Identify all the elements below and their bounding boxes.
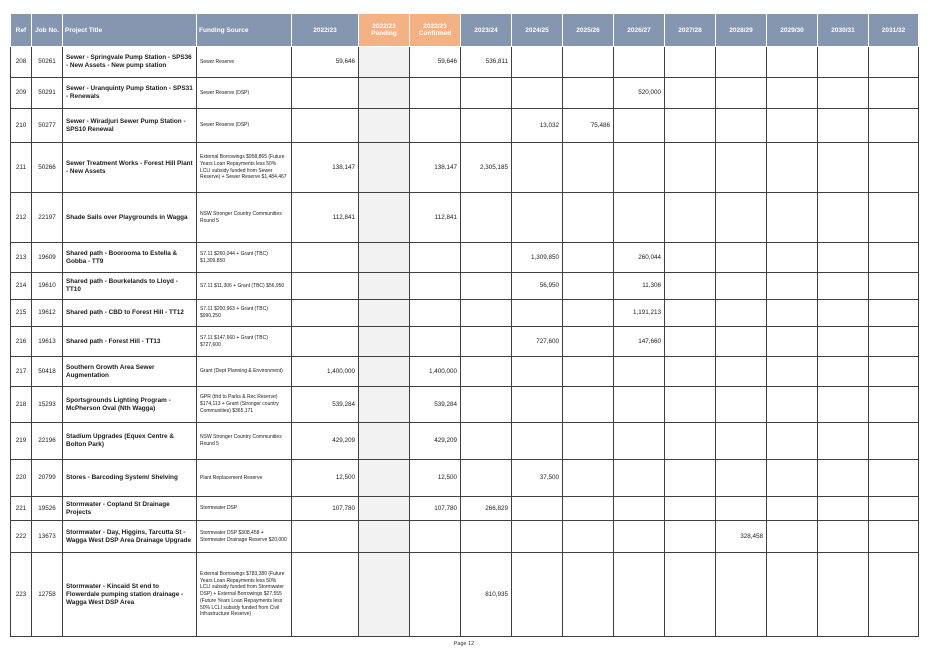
cell-amount [716, 78, 767, 109]
cell-funding-source: External Borrowings $783,380 (Future Years Loan Repayments less 50% LCLI subsidy funded from Stormwater DSP) + External Borrowings $27,555 (Future Years Loan Repayments less 50% LCLI subsidy funded from Civil Infrastructure Reserve) [197, 553, 292, 637]
cell-amount [563, 357, 614, 387]
cell-amount [767, 521, 818, 553]
cell-amount: 59,646 [410, 47, 461, 78]
cell-ref: 220 [11, 460, 32, 497]
cell-amount: 1,309,850 [512, 243, 563, 273]
cell-amount [359, 327, 410, 357]
cell-amount [359, 143, 410, 193]
cell-funding-source: Plant Replacement Reserve [197, 460, 292, 497]
cell-amount [818, 423, 869, 460]
cell-funding-source: External Borrowings $958,865 (Future Years Loan Repayments less 50% LCLI subsidy funded from Sewer Reserve) + Sewer Reserve $1,484,467 [197, 143, 292, 193]
cell-ref: 223 [11, 553, 32, 637]
column-header: 2022/23 [292, 14, 359, 47]
cell-amount [716, 109, 767, 143]
cell-amount [563, 273, 614, 300]
cell-ref: 211 [11, 143, 32, 193]
cell-amount [512, 423, 563, 460]
cell-amount [461, 423, 512, 460]
table-body [11, 47, 919, 637]
cell-amount [818, 357, 869, 387]
cell-amount [869, 193, 919, 243]
cell-amount [512, 143, 563, 193]
cell-amount [359, 553, 410, 637]
cell-amount: 112,841 [292, 193, 359, 243]
cell-amount [359, 357, 410, 387]
table-row [11, 553, 919, 637]
cell-amount [563, 423, 614, 460]
cell-amount [716, 423, 767, 460]
cell-amount [359, 273, 410, 300]
cell-amount [563, 47, 614, 78]
cell-amount [563, 243, 614, 273]
cell-amount [767, 357, 818, 387]
cell-amount: 75,486 [563, 109, 614, 143]
column-header: Project Title [63, 14, 197, 47]
cell-job-no: 20799 [32, 460, 63, 497]
cell-amount [614, 460, 665, 497]
cell-project-title: Stadium Upgrades (Equex Centre & Bolton Park) [63, 423, 197, 460]
cell-amount [716, 193, 767, 243]
cell-project-title: Shared path - Bourkelands to Lloyd - TT10 [63, 273, 197, 300]
cell-amount: 1,400,000 [292, 357, 359, 387]
cell-amount [614, 521, 665, 553]
cell-funding-source: Sewer Reserve (DSP) [197, 109, 292, 143]
column-header: 2031/32 [869, 14, 919, 47]
cell-amount [512, 78, 563, 109]
cell-amount: 536,811 [461, 47, 512, 78]
cell-amount [869, 553, 919, 637]
cell-amount [512, 387, 563, 423]
cell-job-no: 50261 [32, 47, 63, 78]
cell-amount [292, 243, 359, 273]
cell-amount: 266,829 [461, 497, 512, 521]
table-row [11, 423, 919, 460]
cell-amount [614, 357, 665, 387]
table-header [11, 14, 919, 47]
cell-ref: 213 [11, 243, 32, 273]
cell-amount [563, 327, 614, 357]
cell-project-title: Sewer - Springvale Pump Station - SPS36 - New Assets - New pump station [63, 47, 197, 78]
cell-amount: 11,306 [614, 273, 665, 300]
column-header: Job No. [32, 14, 63, 47]
cell-ref: 218 [11, 387, 32, 423]
cell-job-no: 19613 [32, 327, 63, 357]
cell-project-title: Stormwater - Kincaid St end to Flowerdale pumping station drainage - Wagga West DSP Area [63, 553, 197, 637]
cell-amount [461, 357, 512, 387]
cell-amount [563, 497, 614, 521]
cell-amount [563, 78, 614, 109]
cell-amount [614, 109, 665, 143]
cell-amount [614, 553, 665, 637]
cell-amount [665, 423, 716, 460]
cell-amount [767, 143, 818, 193]
cell-funding-source: Stormwater DSP $308,458 + Stormwater Drainage Reserve $20,000 [197, 521, 292, 553]
cell-amount [767, 327, 818, 357]
cell-amount: 107,780 [292, 497, 359, 521]
cell-amount [410, 243, 461, 273]
cell-ref: 212 [11, 193, 32, 243]
cell-amount [767, 243, 818, 273]
capital-works-table [10, 13, 919, 637]
cell-amount [292, 273, 359, 300]
cell-amount [716, 273, 767, 300]
cell-amount [359, 460, 410, 497]
cell-amount: 147,660 [614, 327, 665, 357]
cell-amount [359, 78, 410, 109]
cell-amount [716, 327, 767, 357]
cell-amount: 138,147 [410, 143, 461, 193]
cell-ref: 210 [11, 109, 32, 143]
cell-amount [359, 387, 410, 423]
cell-job-no: 15293 [32, 387, 63, 423]
cell-amount [292, 300, 359, 327]
cell-funding-source: S7.11 $260,044 + Grant (TBC) $1,309,850 [197, 243, 292, 273]
cell-funding-source: Sewer Reserve [197, 47, 292, 78]
cell-amount [410, 521, 461, 553]
cell-amount [869, 423, 919, 460]
cell-amount [665, 47, 716, 78]
cell-amount [818, 497, 869, 521]
cell-amount [818, 78, 869, 109]
cell-funding-source: S7.11 $200,963 + Grant (TBC) $990,250 [197, 300, 292, 327]
cell-amount [716, 460, 767, 497]
cell-funding-source: Grant (Dept Planning & Environment) [197, 357, 292, 387]
cell-amount [869, 460, 919, 497]
cell-amount: 539,284 [410, 387, 461, 423]
cell-project-title: Southern Growth Area Sewer Augmentation [63, 357, 197, 387]
cell-amount [461, 387, 512, 423]
column-header: 2029/30 [767, 14, 818, 47]
cell-amount: 539,284 [292, 387, 359, 423]
column-header: Ref [11, 14, 32, 47]
table-row [11, 300, 919, 327]
cell-amount [767, 47, 818, 78]
cell-amount [818, 109, 869, 143]
cell-amount [818, 460, 869, 497]
cell-amount [818, 193, 869, 243]
cell-amount [818, 553, 869, 637]
cell-amount [461, 243, 512, 273]
cell-amount [461, 460, 512, 497]
column-header: 2023/24 [461, 14, 512, 47]
table-row [11, 521, 919, 553]
cell-amount [359, 300, 410, 327]
table-row [11, 47, 919, 78]
cell-amount [410, 300, 461, 327]
cell-amount [767, 553, 818, 637]
cell-amount [869, 78, 919, 109]
cell-ref: 209 [11, 78, 32, 109]
cell-amount [461, 78, 512, 109]
cell-amount [614, 423, 665, 460]
table-row [11, 327, 919, 357]
cell-amount [767, 387, 818, 423]
cell-amount [512, 300, 563, 327]
cell-job-no: 50266 [32, 143, 63, 193]
table-row [11, 387, 919, 423]
column-header: Funding Source [197, 14, 292, 47]
cell-amount [869, 387, 919, 423]
cell-amount: 112,841 [410, 193, 461, 243]
cell-amount [869, 143, 919, 193]
cell-amount [716, 553, 767, 637]
cell-amount [410, 327, 461, 357]
cell-amount [869, 300, 919, 327]
cell-amount [512, 193, 563, 243]
cell-amount [818, 300, 869, 327]
cell-project-title: Stormwater - Copland St Drainage Projects [63, 497, 197, 521]
cell-funding-source: S7.11 $11,306 + Grant (TBC) $56,950 [197, 273, 292, 300]
cell-project-title: Shared path - CBD to Forest Hill - TT12 [63, 300, 197, 327]
table-row [11, 143, 919, 193]
cell-amount [716, 300, 767, 327]
cell-project-title: Shared path - Forest Hill - TT13 [63, 327, 197, 357]
cell-amount [410, 553, 461, 637]
cell-amount: 12,500 [292, 460, 359, 497]
cell-amount [716, 143, 767, 193]
cell-amount [410, 78, 461, 109]
cell-amount [292, 109, 359, 143]
cell-amount [716, 357, 767, 387]
cell-amount [665, 497, 716, 521]
cell-amount [461, 193, 512, 243]
cell-amount [665, 553, 716, 637]
cell-amount: 2,305,185 [461, 143, 512, 193]
cell-amount [359, 423, 410, 460]
cell-amount [869, 497, 919, 521]
cell-amount [292, 521, 359, 553]
cell-amount [461, 521, 512, 553]
cell-amount [767, 497, 818, 521]
cell-amount [292, 78, 359, 109]
cell-amount [614, 497, 665, 521]
cell-amount [767, 78, 818, 109]
capital-works-table-container [10, 13, 919, 637]
table-row [11, 497, 919, 521]
cell-amount [563, 143, 614, 193]
cell-amount [359, 47, 410, 78]
cell-project-title: Stores - Barcoding System/ Shelving [63, 460, 197, 497]
page-number: Page 12 [453, 641, 475, 647]
column-header: 2030/31 [818, 14, 869, 47]
cell-project-title: Sportsgrounds Lighting Program - McPherson Oval (Nth Wagga) [63, 387, 197, 423]
cell-ref: 222 [11, 521, 32, 553]
column-header: 2025/26 [563, 14, 614, 47]
cell-amount [767, 300, 818, 327]
cell-amount [359, 497, 410, 521]
cell-amount [461, 273, 512, 300]
cell-job-no: 19609 [32, 243, 63, 273]
cell-amount [716, 387, 767, 423]
cell-amount [818, 273, 869, 300]
table-row [11, 460, 919, 497]
cell-amount [818, 47, 869, 78]
table-row [11, 78, 919, 109]
cell-amount [410, 273, 461, 300]
cell-amount: 107,780 [410, 497, 461, 521]
cell-amount [512, 553, 563, 637]
cell-job-no: 50277 [32, 109, 63, 143]
cell-project-title: Sewer Treatment Works - Forest Hill Plant - New Assets [63, 143, 197, 193]
cell-amount [563, 387, 614, 423]
cell-amount [461, 109, 512, 143]
cell-job-no: 50291 [32, 78, 63, 109]
cell-job-no: 19612 [32, 300, 63, 327]
cell-funding-source: Sewer Reserve (DSP) [197, 78, 292, 109]
cell-amount: 1,191,213 [614, 300, 665, 327]
cell-ref: 214 [11, 273, 32, 300]
cell-amount [665, 300, 716, 327]
cell-amount [665, 78, 716, 109]
cell-amount [869, 47, 919, 78]
cell-ref: 221 [11, 497, 32, 521]
cell-job-no: 19526 [32, 497, 63, 521]
table-row [11, 193, 919, 243]
cell-amount: 56,950 [512, 273, 563, 300]
column-header: 2027/28 [665, 14, 716, 47]
cell-amount [818, 387, 869, 423]
cell-job-no: 19610 [32, 273, 63, 300]
cell-amount: 59,646 [292, 47, 359, 78]
cell-amount [461, 327, 512, 357]
cell-amount: 520,000 [614, 78, 665, 109]
cell-job-no: 22197 [32, 193, 63, 243]
cell-amount [292, 327, 359, 357]
cell-amount [665, 273, 716, 300]
cell-amount [767, 423, 818, 460]
cell-amount [869, 243, 919, 273]
column-header: 2022/23 Pending [359, 14, 410, 47]
cell-amount: 429,209 [410, 423, 461, 460]
cell-amount [818, 327, 869, 357]
cell-funding-source: Stormwater DSP [197, 497, 292, 521]
cell-funding-source: NSW Stronger Country Communities Round 5 [197, 193, 292, 243]
column-header: 2024/25 [512, 14, 563, 47]
cell-amount [563, 553, 614, 637]
cell-amount [869, 521, 919, 553]
cell-amount: 810,935 [461, 553, 512, 637]
cell-ref: 208 [11, 47, 32, 78]
cell-amount [512, 521, 563, 553]
cell-amount [359, 243, 410, 273]
cell-amount [818, 243, 869, 273]
cell-amount: 37,500 [512, 460, 563, 497]
table-row [11, 109, 919, 143]
cell-amount [869, 357, 919, 387]
cell-amount [665, 357, 716, 387]
cell-job-no: 50418 [32, 357, 63, 387]
column-header: 2026/27 [614, 14, 665, 47]
cell-funding-source: S7.11 $147,660 + Grant (TBC) $727,600 [197, 327, 292, 357]
cell-ref: 217 [11, 357, 32, 387]
cell-amount [767, 273, 818, 300]
cell-amount [563, 300, 614, 327]
table-row [11, 357, 919, 387]
cell-amount [869, 109, 919, 143]
cell-amount [716, 47, 767, 78]
cell-amount [665, 327, 716, 357]
cell-amount [869, 273, 919, 300]
cell-amount [461, 300, 512, 327]
cell-ref: 215 [11, 300, 32, 327]
cell-amount [614, 143, 665, 193]
cell-amount [563, 460, 614, 497]
cell-amount [410, 109, 461, 143]
cell-amount [614, 387, 665, 423]
cell-job-no: 22196 [32, 423, 63, 460]
cell-amount [818, 143, 869, 193]
table-row [11, 273, 919, 300]
cell-amount [563, 521, 614, 553]
cell-amount: 429,209 [292, 423, 359, 460]
cell-amount [665, 521, 716, 553]
cell-project-title: Stormwater - Day, Higgins, Tarcutta St - Wagga West DSP Area Drainage Upgrade [63, 521, 197, 553]
cell-amount: 727,600 [512, 327, 563, 357]
table-row [11, 243, 919, 273]
cell-amount [359, 521, 410, 553]
cell-amount [665, 387, 716, 423]
cell-amount [563, 193, 614, 243]
cell-funding-source: GPR (tfrd to Parks & Rec Reserve) $174,113 + Grant (Stronger country Communities) $365,171 [197, 387, 292, 423]
cell-job-no: 13673 [32, 521, 63, 553]
column-header: 2028/29 [716, 14, 767, 47]
cell-job-no: 12758 [32, 553, 63, 637]
cell-amount [359, 109, 410, 143]
cell-amount [767, 109, 818, 143]
cell-amount [665, 193, 716, 243]
cell-amount [512, 497, 563, 521]
cell-amount [665, 109, 716, 143]
cell-ref: 216 [11, 327, 32, 357]
cell-amount: 328,458 [716, 521, 767, 553]
cell-amount [665, 460, 716, 497]
cell-ref: 219 [11, 423, 32, 460]
cell-amount: 12,500 [410, 460, 461, 497]
cell-amount [767, 193, 818, 243]
cell-amount: 138,147 [292, 143, 359, 193]
cell-amount: 1,400,000 [410, 357, 461, 387]
cell-project-title: Shared path - Boorooma to Estella & Gobba - TT9 [63, 243, 197, 273]
cell-project-title: Sewer - Uranquinty Pump Station - SPS31 - Renewals [63, 78, 197, 109]
cell-amount: 260,044 [614, 243, 665, 273]
cell-amount [512, 357, 563, 387]
cell-amount [869, 327, 919, 357]
cell-amount [614, 47, 665, 78]
cell-amount [716, 243, 767, 273]
cell-amount [665, 243, 716, 273]
cell-amount [614, 193, 665, 243]
cell-project-title: Sewer - Wiradjuri Sewer Pump Station - SPS10 Renewal [63, 109, 197, 143]
cell-amount [512, 47, 563, 78]
cell-project-title: Shade Sails over Playgrounds in Wagga [63, 193, 197, 243]
cell-amount [818, 521, 869, 553]
cell-amount [292, 553, 359, 637]
cell-amount [767, 460, 818, 497]
cell-amount: 13,032 [512, 109, 563, 143]
cell-amount [716, 497, 767, 521]
cell-amount [665, 143, 716, 193]
column-header: 2022/23 Confirmed [410, 14, 461, 47]
cell-funding-source: NSW Stronger Country Communities Round 5 [197, 423, 292, 460]
cell-amount [359, 193, 410, 243]
